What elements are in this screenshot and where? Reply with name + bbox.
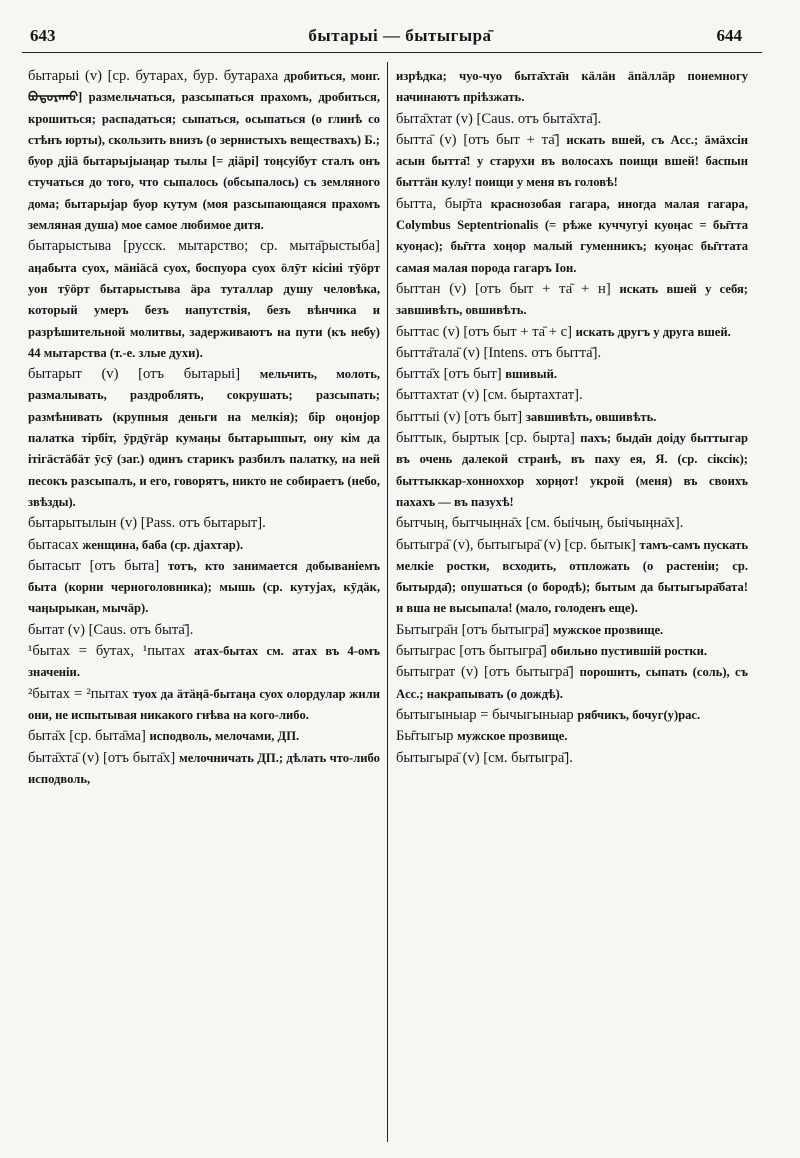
entry-headword: быттыі (v) [отъ быт] <box>396 408 523 425</box>
entry-definition: мелочничать ДП.; дѣлать что-либо исподволь, <box>28 750 380 786</box>
entry-definition: атах-бытах см. атах въ 4-омъ значеніи. <box>28 644 380 680</box>
dictionary-entry <box>396 109 748 130</box>
entry-definition: мужское прозвище. <box>552 622 664 637</box>
entry-headword: бытыгыныар = бычыгыныар <box>396 706 574 723</box>
entry-definition: мужское прозвище. <box>457 729 568 744</box>
column-divider <box>387 62 388 1142</box>
dictionary-entry <box>396 620 748 641</box>
entry-definition: искать вшей у себя; завшивѣть, овшивѣть. <box>396 281 748 318</box>
dictionary-entry <box>396 428 748 513</box>
dictionary-entry <box>396 726 748 747</box>
entry-headword: бытта̄х [отъ быт] <box>396 366 502 383</box>
entry-headword: бытарытылын (v) [Pass. отъ бытарыт]. <box>28 515 266 532</box>
entry-definition: рябчикъ, бочуг(у)рас. <box>577 707 701 722</box>
entry-definition: порошить, сыпать (соль), съ Acc.; накрапывать (о дождѣ). <box>396 665 748 701</box>
dictionary-entry <box>28 66 380 236</box>
dictionary-entry <box>28 620 380 641</box>
entry-definition: вшивый. <box>505 367 557 382</box>
entry-definition: тамъ-самъ пускать мелкіе ростки, всходить, отпложать (о растеніи; ср. бытырда̄); опушаться (о бородѣ); бытым да бытыгыра̄бата! и вша не высыпала! (мало, голоденъ еще). <box>396 537 748 616</box>
dictionary-entry <box>28 513 380 534</box>
entry-headword: бытарыстыва [русск. мытарство; ср. мыта̄рыстыба] <box>28 238 380 255</box>
entry-headword: бытта̄тала̄ (v) [Intens. отъ бытта̄]. <box>396 344 602 361</box>
entry-headword: бытарыі (v) [ср. бутарах, бур. бутараха <box>28 68 279 84</box>
dictionary-entry <box>396 385 748 406</box>
entry-headword: бытта, быр̄та <box>396 195 483 212</box>
entry-headword: бытарыт (v) [отъ бытарыі] <box>28 366 241 383</box>
entry-headword: быта̄х [ср. быта̄ма] <box>28 728 146 745</box>
entry-definition: мельчить, молоть, размалывать, раздроблять, сокрушать; разсыпать; размѣнивать (крупныя деньги на мелкія); бiр оӊонjор палатка тiрбiт, ӯрдӯгäр кумаӊы бытарыппыт, ону кiм да iтiгäстäбäт ӯсӯ (заг.) одинъ старикъ разбилъ палатку, на ней песокъ разсыпалъ, и его, говорятъ, никто не собираетъ (небо, звѣзды). <box>28 367 380 509</box>
entry-headword: быттан (v) [отъ быт + та̄ + н] <box>396 280 611 297</box>
entry-definition: туох да äтäӊä-бытаӊа суох олордулар жили они, не испытывая никакого гнѣва на кого-либо. <box>28 686 380 722</box>
dictionary-entry <box>28 641 380 684</box>
dictionary-entry <box>396 194 748 279</box>
entry-definition: исподволь, мелочами, ДП. <box>149 729 300 744</box>
entry-definition: пахъ; быда̄н доiду быттыгар въ очень далекой странѣ, въ паху ея, Я. (ср. сiксiк); быттыккар-хонноххор хорӊот! укрой (меня) въ своихъ пахахъ — въ пазухѣ! <box>396 431 748 509</box>
entry-definition: краснозобая гагара, иногда малая гагара, Colymbus Septentrionalis (= рѣже куччугуi куоӊас = бы̄тта куоӊас); бы̄тта хоӊор малый гуменникъ; куоӊас бы̄ттата самая малая порода гагаръ Іон. <box>396 196 748 275</box>
dictionary-entry <box>396 407 748 428</box>
entry-headword: бытыгыра̄ (v) [см. бытыгра̄]. <box>396 749 573 766</box>
running-title: бытарыі — бытыгыра̄ <box>308 26 492 45</box>
page-number-left: 643 <box>30 26 56 45</box>
dictionary-entry <box>28 748 380 791</box>
entry-headword: быттахтат (v) [см. быртахтат]. <box>396 387 583 404</box>
dictionary-entry <box>396 66 748 109</box>
entry-headword: бытасах <box>28 536 79 553</box>
entry-headword: ¹бытах = бутах, ¹пытах <box>28 643 186 660</box>
dictionary-entry <box>396 705 748 726</box>
entry-headword: бытчыӊ, бытчыӊна̄х [см. быiчыӊ, быiчыӊна̄х]. <box>396 515 684 532</box>
entry-definition: изрѣдка; чуо-чуо быта̄хта̄н кäлäн äпäллäр понемногу начинаютъ прiѣзжать. <box>396 69 748 105</box>
dictionary-entry <box>396 130 748 194</box>
entry-headword: бытат (v) [Caus. отъ быта̄]. <box>28 621 194 638</box>
entry-headword: быттык, быртык [ср. бырта] <box>396 430 575 447</box>
entry-headword: бытыграс [отъ бытыгра̄] <box>396 643 547 660</box>
entry-headword: Бы̄тыгыр <box>396 728 454 745</box>
entry-headword: ²бытах = ²пытах <box>28 685 129 702</box>
right-column <box>396 66 748 769</box>
entry-definition: дробиться, монг. ᠪᠣᠲᠣᠷᠠᠬᠤ] размельчаться, разсыпаться прахомъ, дробиться, крошиться; распадаться; сыпаться, осыпаться (о глинѣ со стѣнъ юрты), скользить внизъ (о зернистыхъ веществахъ) Б.; буор дjiä бытарыjыаӊар тылы [= дiäрi] тоӊсуiбут сталъ онъ стучаться до того, что сыпалось (обсыпалось) съ земляного дома; бытарыjар буор кутум (моя разсыпающаяся прахомъ земляная душа) мое самое любимое дитя. <box>28 69 380 233</box>
dictionary-entry <box>396 748 748 769</box>
dictionary-entry <box>396 641 748 662</box>
dictionary-entry <box>28 684 380 727</box>
dictionary-entry <box>28 236 380 364</box>
dictionary-entry <box>396 343 748 364</box>
entry-headword: бытыгра̄ (v), бытыгыра̄ (v) [ср. бытык] <box>396 536 636 553</box>
dictionary-entry <box>396 513 748 534</box>
entry-definition: аӊабыта суох, мäнiäсä суох, боспуора суох öлӯт кiсiнi тӯöрт уон тӯöрт бытарыстыва äра туталлар душу человѣка, который умеръ безъ напутствія, безъ вѣнчика и разрѣшительной молитвы, задерживаютъ на пути (къ небу) 44 мытарства (т.-е. злые духи). <box>28 260 380 360</box>
entry-definition: женщина, баба (ср. дjахтар). <box>82 537 244 552</box>
entry-headword: Бытыгра̄н [отъ бытыгра̄] <box>396 621 550 638</box>
dictionary-entry <box>396 364 748 385</box>
dictionary-entry <box>396 662 748 705</box>
dictionary-entry <box>28 535 380 556</box>
entry-headword: быта̄хтат (v) [Caus. отъ быта̄хта̄]. <box>396 110 602 127</box>
header-rule <box>22 52 762 53</box>
left-column <box>28 66 380 790</box>
entry-headword: бытасыт [отъ быта] <box>28 557 160 574</box>
dictionary-entry <box>28 556 380 620</box>
dictionary-entry <box>28 726 380 747</box>
entry-headword: быта̄хта̄ (v) [отъ быта̄х] <box>28 749 176 766</box>
entry-headword: бытыграт (v) [отъ бытыгра̄] <box>396 664 574 681</box>
entry-definition: обильно пустившій ростки. <box>550 644 708 659</box>
dictionary-entry <box>28 364 380 513</box>
dictionary-entry <box>396 279 748 322</box>
entry-headword: бытта̄ (v) [отъ быт + та̄] <box>396 131 560 148</box>
entry-definition: тотъ, кто занимается добываніемъ быта (корни черноголовника); мышь (ср. кутуjах, кӯдäк, чаӊырыкан, мычäр). <box>28 558 380 616</box>
entry-headword: быттас (v) [отъ быт + та̄ + с] <box>396 323 573 340</box>
dictionary-entry <box>396 322 748 343</box>
entry-definition: искать вшей, съ Acc.; äмäхсiн асын бытта̄! у старухи въ волосахъ поищи вшей! баспын быттäн кулу! поищи у меня въ головѣ! <box>396 132 748 190</box>
dictionary-entry <box>396 535 748 620</box>
entry-definition: искать другъ у друга вшей. <box>575 324 731 339</box>
entry-definition: завшивѣть, овшивѣть. <box>525 409 657 424</box>
page-number-right: 644 <box>716 26 742 45</box>
